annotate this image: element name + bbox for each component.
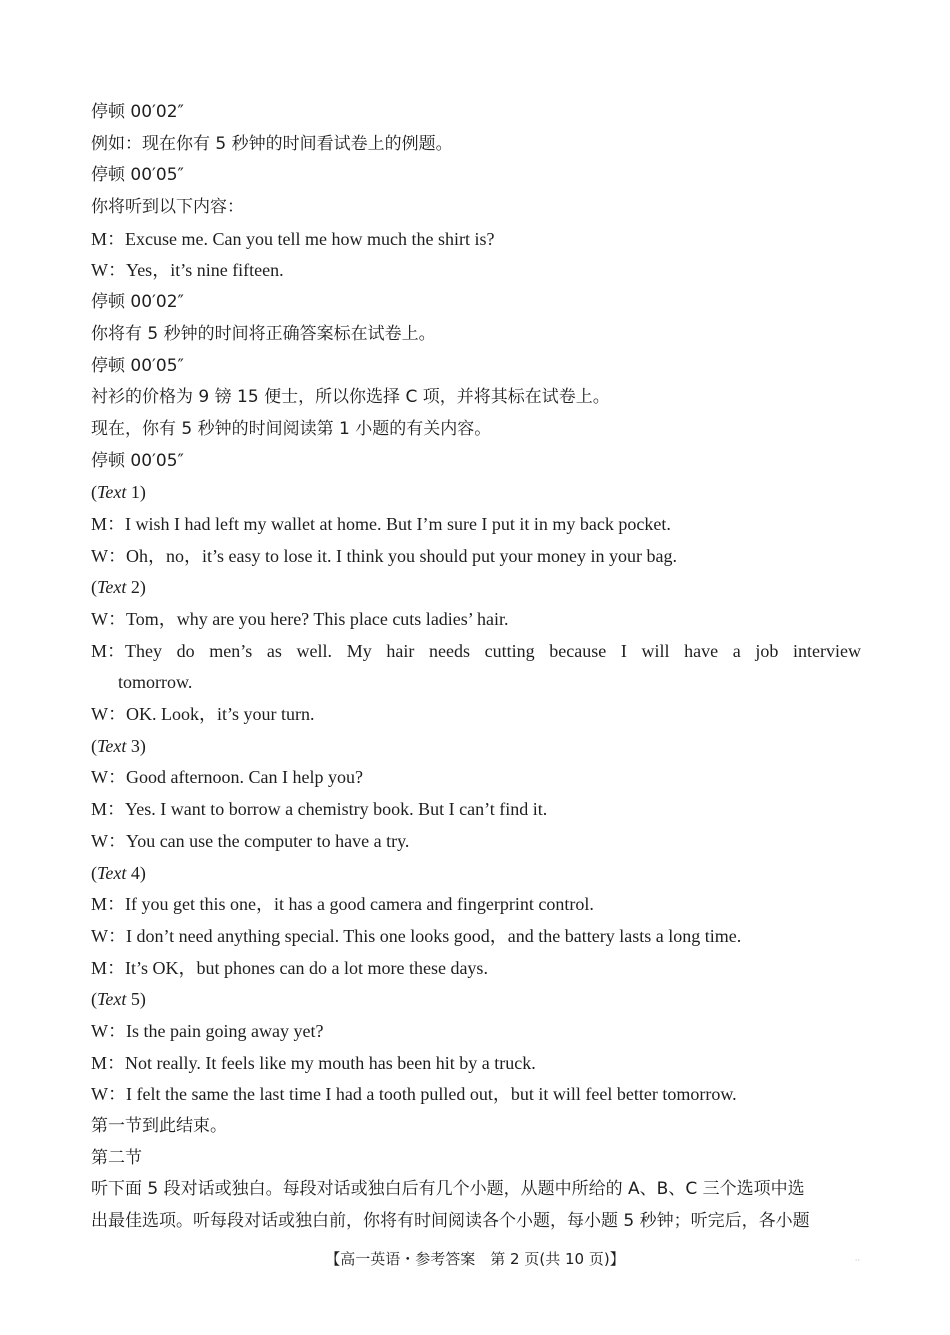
pause-marker: 停顿 00′02″: [91, 102, 184, 122]
dialogue-line: [91, 1079, 861, 1111]
instruction-line: 衬衫的价格为 9 镑 15 便士，所以你选择 C 项，并将其标在试卷上。: [91, 387, 610, 408]
text-number: 5: [130, 989, 140, 1010]
dialogue-text: It’s OK，but phones can do a lot more these days.: [125, 957, 488, 978]
dialogue-line: [91, 509, 861, 541]
dialogue-line: [91, 224, 861, 256]
pause-marker: 停顿 00′05″: [91, 450, 184, 471]
instruction-line: 你将有 5 秒钟的时间将正确答案标在试卷上。: [91, 323, 436, 344]
dialogue-line: [91, 255, 861, 287]
dialogue-line: [91, 604, 861, 636]
dialogue-text: If you get this one，it has a good camera and fingerprint control.: [125, 894, 594, 915]
dialogue-text: Not really. It feels like my mouth has been hit by a truck.: [125, 1052, 536, 1073]
speaker-label: M：: [91, 1052, 126, 1073]
speaker-label: M：: [91, 640, 126, 661]
dialogue-text: I wish I had left my wallet at home. But I’m sure I put it in my back pocket.: [125, 513, 671, 534]
instruction-line: 你将听到以下内容：: [91, 197, 244, 218]
speaker-label: M：: [91, 799, 126, 820]
dialogue-text: I felt the same the last time I had a tooth pulled out，but it will feel better tomorrow.: [126, 1084, 737, 1105]
speaker-label: W：: [91, 1020, 126, 1041]
dialogue-continuation: tomorrow.: [118, 672, 193, 693]
speaker-label: W：: [91, 609, 126, 629]
dialogue-text: They do men’s as well. My hair needs cutting because I will have a job interview: [125, 640, 861, 661]
dialogue-line: [91, 826, 861, 858]
dialogue-text: Good afternoon. Can I help you?: [126, 767, 363, 788]
section-end-line: 第一节到此结束。: [91, 1116, 227, 1136]
speaker-label: M：: [91, 894, 126, 915]
dialogue-text: You can use the computer to have a try.: [126, 830, 410, 851]
dialogue-text: Is the pain going away yet?: [126, 1020, 324, 1041]
instruction-line: 听下面 5 段对话或独白。每段对话或独白后有几个小题，从题中所给的 A、B、C 三个选项中选: [91, 1179, 805, 1200]
text-word: Text: [97, 862, 127, 883]
section-heading: 第二节: [91, 1147, 142, 1168]
instruction-line: 出最佳选项。听每段对话或独白前，你将有时间阅读各个小题，每小题 5 秒钟；听完后，各小题: [91, 1211, 810, 1232]
pause-marker: 停顿 00′02″: [91, 292, 184, 313]
speaker-label: W：: [91, 767, 126, 788]
text-number: 2: [130, 577, 140, 598]
speaker-label: W：: [91, 260, 126, 281]
speaker-label: W：: [91, 925, 126, 946]
dialogue-line: [91, 699, 861, 731]
dialogue-text: Yes. I want to borrow a chemistry book. But I can’t find it.: [125, 799, 548, 820]
text-heading: (Text 2): [91, 577, 146, 598]
speaker-label: W：: [91, 1084, 126, 1105]
corner-mark: ··: [854, 1256, 860, 1265]
speaker-label: M：: [91, 228, 126, 249]
text-number: 3: [130, 735, 140, 756]
dialogue-line: [91, 636, 861, 668]
dialogue-line: [91, 541, 861, 573]
footer-text: 【高一英语・参考答案 第 2 页(共 10 页)】: [325, 1250, 625, 1268]
dialogue-line: [91, 921, 861, 953]
text-number: 1: [130, 482, 140, 503]
text-heading: (Text 5): [91, 989, 146, 1010]
text-word: Text: [97, 989, 127, 1010]
dialogue-line: [91, 762, 861, 794]
document-page: [91, 97, 861, 1238]
text-word: Text: [97, 577, 127, 598]
text-heading: (Text 1): [91, 482, 146, 503]
text-number: 4: [130, 862, 140, 883]
page-footer: [0, 1248, 950, 1269]
speaker-label: W：: [91, 545, 126, 566]
pause-marker: 停顿 00′05″: [91, 165, 184, 186]
instruction-line: 现在，你有 5 秒钟的时间阅读第 1 小题的有关内容。: [91, 418, 492, 439]
dialogue-line: [91, 1016, 861, 1048]
text-heading: (Text 3): [91, 735, 146, 756]
dialogue-line: [91, 889, 861, 921]
dialogue-text: OK. Look，it’s your turn.: [126, 704, 315, 725]
speaker-label: M：: [91, 513, 126, 534]
pause-marker: 停顿 00′05″: [91, 355, 184, 376]
speaker-label: W：: [91, 704, 126, 725]
speaker-label: W：: [91, 830, 126, 851]
dialogue-text: Oh，no，it’s easy to lose it. I think you should put your money in your bag.: [126, 545, 677, 566]
dialogue-text: Tom，why are you here? This place cuts ladies’ hair.: [126, 609, 509, 629]
text-heading: (Text 4): [91, 862, 146, 883]
dialogue-line: [91, 794, 861, 826]
text-word: Text: [97, 482, 127, 503]
speaker-label: M：: [91, 957, 126, 978]
instruction-line: 例如：现在你有 5 秒钟的时间看试卷上的例题。: [91, 133, 453, 154]
dialogue-line: [91, 1048, 861, 1080]
dialogue-text: I don’t need anything special. This one looks good，and the battery lasts a long time.: [126, 925, 742, 946]
text-word: Text: [97, 735, 127, 756]
dialogue-line: [91, 953, 861, 985]
dialogue-text: Yes，it’s nine fifteen.: [126, 260, 284, 281]
dialogue-text: Excuse me. Can you tell me how much the shirt is?: [125, 228, 495, 249]
